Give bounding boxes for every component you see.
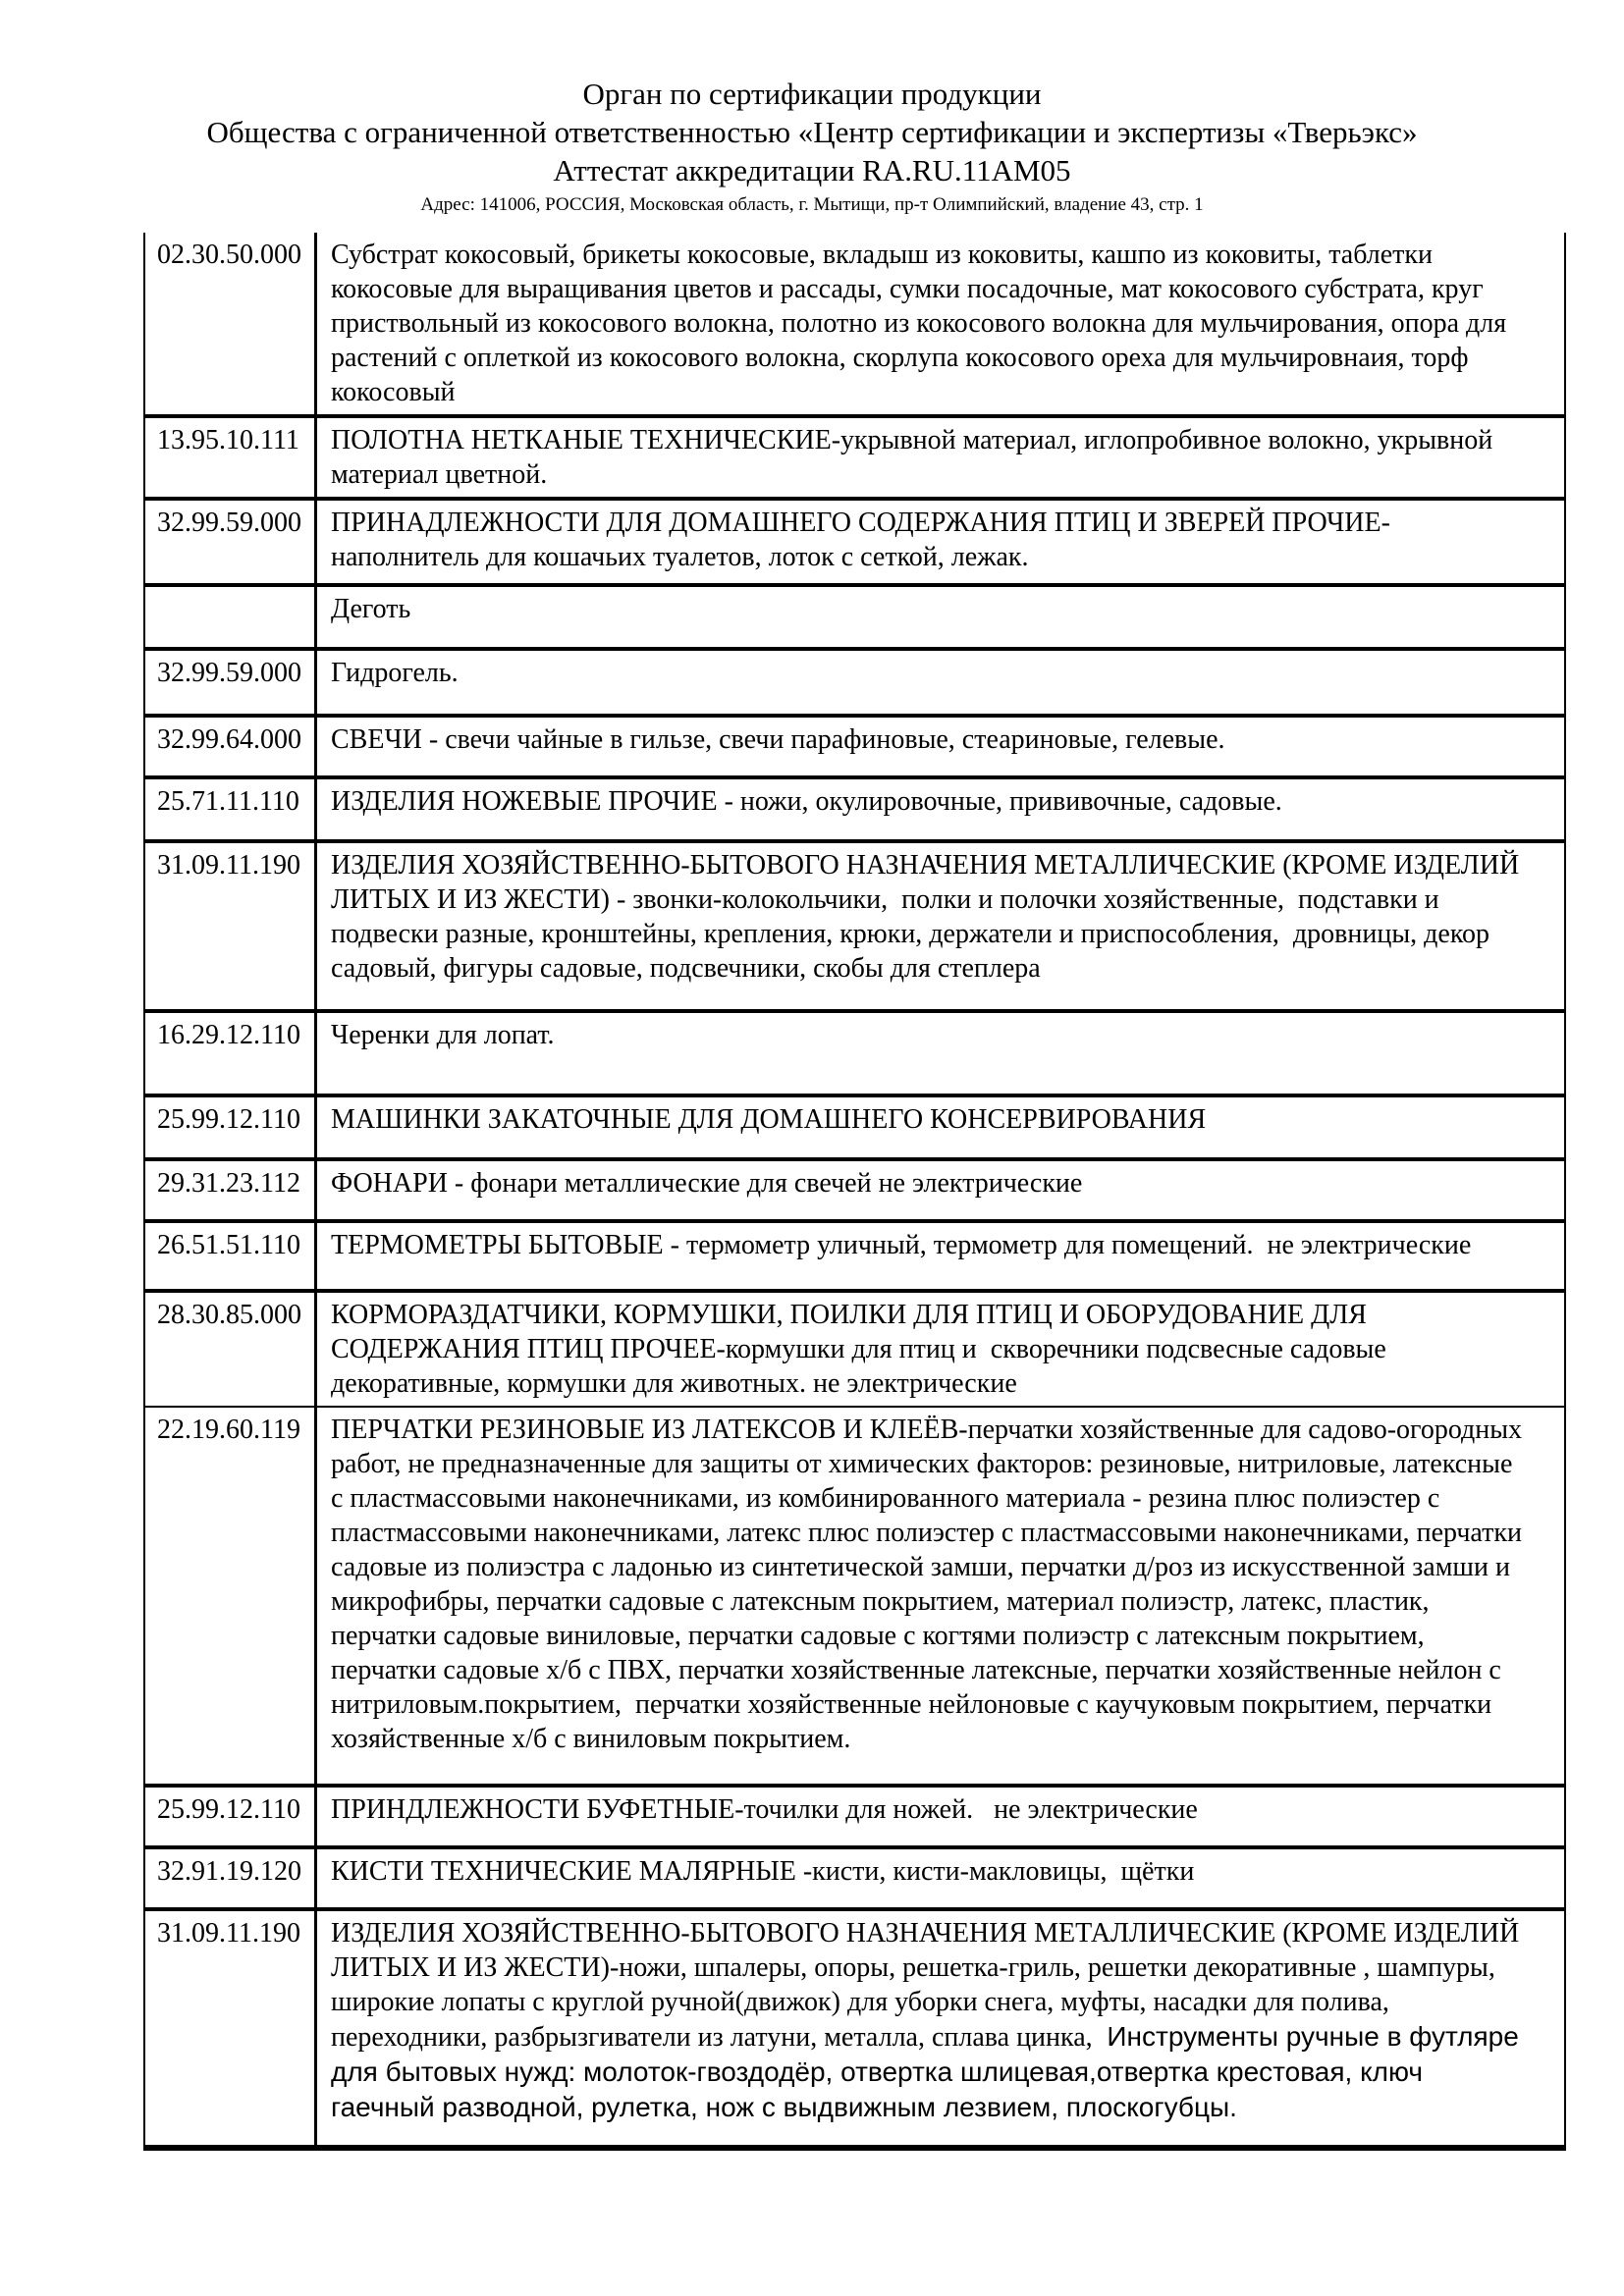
code-cell: 32.91.19.120 — [144, 1847, 316, 1909]
table-row — [144, 1847, 1565, 1909]
description-cell: СВЕЧИ - свечи чайные в гильзе, свечи парафиновые, стеариновые, гелевые. — [316, 716, 1566, 777]
table-row — [144, 1011, 1565, 1095]
code-cell: 32.99.59.000 — [144, 649, 316, 716]
table-row — [144, 499, 1565, 585]
code-cell: 32.99.59.000 — [144, 499, 316, 585]
code-cell: 25.99.12.110 — [144, 1786, 316, 1847]
table-row — [144, 1909, 1565, 2148]
description-cell: Субстрат кокосовый, брикеты кокосовые, вкладыш из коковиты, кашпо из коковиты, таблетки кокосовые для выращивания цветов и рассады, сумки посадочные, мат кокосового субстрата, круг приствольный из кокосового волокна, полотно из кокосового волокна для мульчирования, опора для растений с оплеткой из кокосового волокна, скорлупа кокосового ореха для мульчировнаия, торф кокосовый — [316, 233, 1566, 416]
description-cell: ПРИНДЛЕЖНОСТИ БУФЕТНЫЕ-точилки для ножей. не электрические — [316, 1786, 1566, 1847]
description-serif-text: ИЗДЕЛИЯ ХОЗЯЙСТВЕННО-БЫТОВОГО НАЗНАЧЕНИЯ МЕТАЛЛИЧЕСКИЕ (КРОМЕ ИЗДЕЛИЙ ЛИТЫХ И ИЗ ЖЕСТИ)-ножи, шпалеры, опоры, решетка-гриль, решетки декоративные , шампуры, широкие лопаты с круглой ручной(движок) для уборки снега, муфты, насадки для полива, переходники, разбрызгиватели из латуни, металла, сплава цинка, — [331, 1918, 1527, 2053]
description-cell: Гидрогель. — [316, 649, 1566, 716]
code-cell: 31.09.11.190 — [144, 1909, 316, 2148]
document-header — [0, 0, 1624, 217]
description-cell: ФОНАРИ - фонари металлические для свечей не электрические — [316, 1159, 1566, 1221]
description-cell: Деготь — [316, 585, 1566, 649]
description-cell: ТЕРМОМЕТРЫ БЫТОВЫЕ - термометр уличный, термометр для помещений. не электрические — [316, 1221, 1566, 1291]
description-cell: МАШИНКИ ЗАКАТОЧНЫЕ ДЛЯ ДОМАШНЕГО КОНСЕРВИРОВАНИЯ — [316, 1095, 1566, 1159]
table-row — [144, 1407, 1565, 1786]
description-cell: Черенки для лопат. — [316, 1011, 1566, 1095]
code-cell: 32.99.64.000 — [144, 716, 316, 777]
table-row — [144, 585, 1565, 649]
description-cell: ИЗДЕЛИЯ ХОЗЯЙСТВЕННО-БЫТОВОГО НАЗНАЧЕНИЯ МЕТАЛЛИЧЕСКИЕ (КРОМЕ ИЗДЕЛИЙ ЛИТЫХ И ИЗ ЖЕСТИ) - звонки-колокольчики, полки и полочки хозяйственные, подставки и подвески разные, кронштейны, крепления, крюки, держатели и приспособления, дровницы, декор садовый, фигуры садовые, подсвечники, скобы для степлера — [316, 841, 1566, 1011]
code-cell — [144, 585, 316, 649]
table-row — [144, 1786, 1565, 1847]
code-cell: 31.09.11.190 — [144, 841, 316, 1011]
description-cell: ПЕРЧАТКИ РЕЗИНОВЫЕ ИЗ ЛАТЕКСОВ И КЛЕЁВ-перчатки хозяйственные для садово-огородных работ, не предназначенные для защиты от химических факторов: резиновые, нитриловые, латексные с пластмассовыми наконечниками, из комбинированного материала - резина плюс полиэстер с пластмассовыми наконечниками, латекс плюс полиэстер с пластмассовыми наконечниками, перчатки садовые из полиэстра с ладонью из синтетической замши, перчатки д/роз из искусственной замши и микрофибры, перчатки садовые с латексным покрытием, материал полиэстр, латекс, пластик, перчатки садовые виниловые, перчатки садовые с когтями полиэстр с латексным покрытием, перчатки садовые х/б с ПВХ, перчатки хозяйственные латексные, перчатки хозяйственные нейлон с нитриловым.покрытием, перчатки хозяйственные нейлоновые с каучуковым покрытием, перчатки хозяйственные х/б с виниловым покрытием. — [316, 1407, 1566, 1786]
description-cell: КИСТИ ТЕХНИЧЕСКИЕ МАЛЯРНЫЕ -кисти, кисти-макловицы, щётки — [316, 1847, 1566, 1909]
code-cell: 26.51.51.110 — [144, 1221, 316, 1291]
table-row — [144, 841, 1565, 1011]
description-cell: ИЗДЕЛИЯ НОЖЕВЫЕ ПРОЧИЕ - ножи, окулировочные, прививочные, садовые. — [316, 777, 1566, 841]
org-title-line1: Орган по сертификации продукции — [582, 77, 1042, 111]
table-row — [144, 233, 1565, 416]
table-row — [144, 1095, 1565, 1159]
description-cell: ПОЛОТНА НЕТКАНЫЕ ТЕХНИЧЕСКИЕ-укрывной материал, иглопробивное волокно, укрывной материал цветной. — [316, 416, 1566, 499]
code-cell: 13.95.10.111 — [144, 416, 316, 499]
description-cell: ПРИНАДЛЕЖНОСТИ ДЛЯ ДОМАШНЕГО СОДЕРЖАНИЯ ПТИЦ И ЗВЕРЕЙ ПРОЧИЕ-наполнитель для кошачьих туалетов, лоток с сеткой, лежак. — [316, 499, 1566, 585]
table-row — [144, 1221, 1565, 1291]
code-cell: 29.31.23.112 — [144, 1159, 316, 1221]
table-row — [144, 1291, 1565, 1407]
code-cell: 25.99.12.110 — [144, 1095, 316, 1159]
accreditation-certificate-line: Аттестат аккредитации RA.RU.11AM05 — [553, 153, 1071, 187]
product-codes-table — [143, 233, 1566, 2151]
table-row — [144, 416, 1565, 499]
code-cell: 22.19.60.119 — [144, 1407, 316, 1786]
org-title-line2: Общества с ограниченной ответственностью «Центр сертификации и экспертизы «Тверьэкс» — [206, 115, 1418, 149]
code-cell: 28.30.85.000 — [144, 1291, 316, 1407]
code-cell: 16.29.12.110 — [144, 1011, 316, 1095]
description-cell: КОРМОРАЗДАТЧИКИ, КОРМУШКИ, ПОИЛКИ ДЛЯ ПТИЦ И ОБОРУДОВАНИЕ ДЛЯ СОДЕРЖАНИЯ ПТИЦ ПРОЧЕЕ-кормушки для птиц и скворечники подсвесные садовые декоративные, кормушки для животных. не электрические — [316, 1291, 1566, 1407]
table-row — [144, 777, 1565, 841]
table-row — [144, 1159, 1565, 1221]
code-cell: 02.30.50.000 — [144, 233, 316, 416]
table-row — [144, 716, 1565, 777]
description-cell — [316, 1909, 1566, 2148]
table-row — [144, 649, 1565, 716]
org-address-line: Адрес: 141006, РОССИЯ, Московская область, г. Мытищи, пр-т Олимпийский, владение 43, стр. 1 — [420, 194, 1204, 215]
code-cell: 25.71.11.110 — [144, 777, 316, 841]
description-sans-text: Инструменты ручные в футляре для бытовых нужд: молоток-гвоздодёр, отвертка шлицевая,отвертка крестовая, ключ гаечный разводной, рулетка, нож с выдвижным лезвием, плоскогубцы. — [331, 2021, 1527, 2122]
